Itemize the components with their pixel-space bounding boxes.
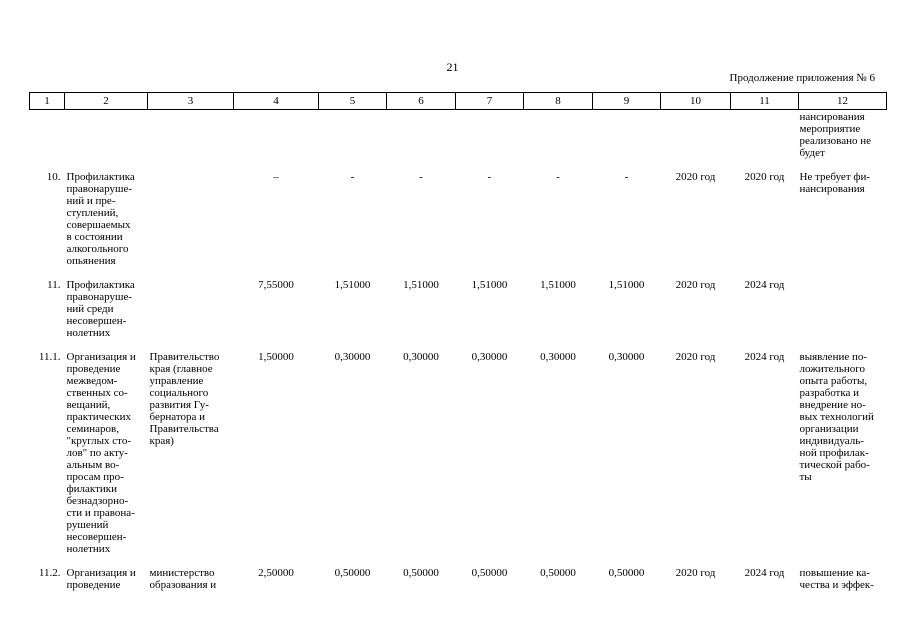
measure-name: [65, 110, 148, 160]
table-row: [30, 267, 887, 339]
funding-year: 1,51000: [334, 279, 371, 291]
funding-year: 0,50000: [334, 567, 371, 579]
funding-year: [524, 110, 593, 160]
executor: Правительство края (главное управление социального развития Гу- бернатора и Правительства края): [149, 351, 220, 447]
funding-year: 1,51000: [608, 279, 645, 291]
measure-name: Профилактика правонаруше- ний среди несовершен- нолетних: [66, 279, 135, 339]
funding-year: 1,51000: [471, 279, 508, 291]
header-row: [30, 93, 887, 110]
funding-year: -: [624, 171, 629, 183]
executor: [148, 267, 234, 339]
column-header: 7: [456, 93, 524, 110]
appendix-table: [29, 92, 887, 591]
column-header: 8: [524, 93, 593, 110]
column-header: 5: [319, 93, 387, 110]
appendix-caption: Продолжение приложения № 6: [729, 72, 875, 84]
end-year: 2024 год: [744, 351, 785, 363]
executor: министерство образования и: [149, 567, 217, 591]
table-row: [30, 339, 887, 555]
funding-year: -: [487, 171, 492, 183]
row-number: 11.1.: [38, 351, 61, 363]
page-number: 21: [446, 60, 459, 74]
table-row: [30, 110, 887, 160]
row-number: 10.: [46, 171, 61, 183]
row-number: 11.: [47, 279, 61, 291]
expected-result: [799, 267, 887, 339]
measure-name: Организация и проведение: [66, 567, 136, 591]
expected-result: выявление по- ложительного опыта работы, разработка и внедрение но- вых технологий организации индивидуаль- ной профилак- тической рабо- ты: [799, 351, 874, 483]
funding-total: 2,50000: [258, 567, 294, 579]
funding-year: 1,51000: [403, 279, 439, 291]
funding-year: 0,50000: [403, 567, 439, 579]
funding-year: 0,50000: [540, 567, 576, 579]
end-year: 2024 год: [744, 279, 785, 291]
funding-year: 1,51000: [540, 279, 576, 291]
funding-year: [593, 110, 661, 160]
column-header: 10: [661, 93, 731, 110]
column-header: 12: [799, 93, 887, 110]
column-header: 1: [30, 93, 65, 110]
executor: [148, 110, 234, 160]
funding-year: 0,30000: [471, 351, 508, 363]
expected-result: Не требует фи- нансирования: [799, 171, 871, 195]
funding-year: 0,30000: [608, 351, 645, 363]
column-header: 11: [731, 93, 799, 110]
table-row: [30, 555, 887, 591]
funding-total: [234, 110, 319, 160]
funding-year: 0,30000: [334, 351, 371, 363]
funding-year: [319, 110, 387, 160]
row-number: 11.2.: [38, 567, 61, 579]
column-header: 6: [387, 93, 456, 110]
column-header: 9: [593, 93, 661, 110]
row-number: [30, 110, 65, 160]
funding-total: 1,50000: [258, 351, 294, 363]
funding-year: -: [556, 171, 560, 183]
start-year: [661, 110, 731, 160]
column-header: 2: [65, 93, 148, 110]
funding-year: -: [350, 171, 355, 183]
measure-name: Профилактика правонаруше- ний и пре- ступлений, совершаемых в состоянии алкогольного опьянения: [66, 171, 135, 267]
executor: [148, 159, 234, 267]
end-year: 2020 год: [744, 171, 785, 183]
funding-year: [387, 110, 456, 160]
expected-result: повышение ка- чества и эффек-: [799, 567, 874, 591]
start-year: 2020 год: [675, 279, 716, 291]
measure-name: Организация и проведение межведом- ственных со- вещаний, практических семинаров, "круглых сто- лов" по акту- альным во- просам про- филактики безнадзорно- сти и правона- рушений несовершен- нолетних: [66, 351, 136, 555]
end-year: 2024 год: [744, 567, 785, 579]
column-header: 4: [234, 93, 319, 110]
funding-year: 0,50000: [608, 567, 645, 579]
start-year: 2020 год: [675, 351, 716, 363]
funding-total: –: [273, 171, 279, 183]
column-header: 3: [148, 93, 234, 110]
funding-year: [456, 110, 524, 160]
funding-year: 0,30000: [403, 351, 439, 363]
expected-result: нансирования мероприятие реализовано не будет: [799, 111, 871, 159]
funding-year: 0,30000: [540, 351, 576, 363]
table-row: [30, 159, 887, 267]
start-year: 2020 год: [675, 567, 716, 579]
end-year: [731, 110, 799, 160]
funding-year: 0,50000: [471, 567, 508, 579]
start-year: 2020 год: [675, 171, 716, 183]
funding-total: 7,55000: [258, 279, 294, 291]
funding-year: -: [419, 171, 423, 183]
